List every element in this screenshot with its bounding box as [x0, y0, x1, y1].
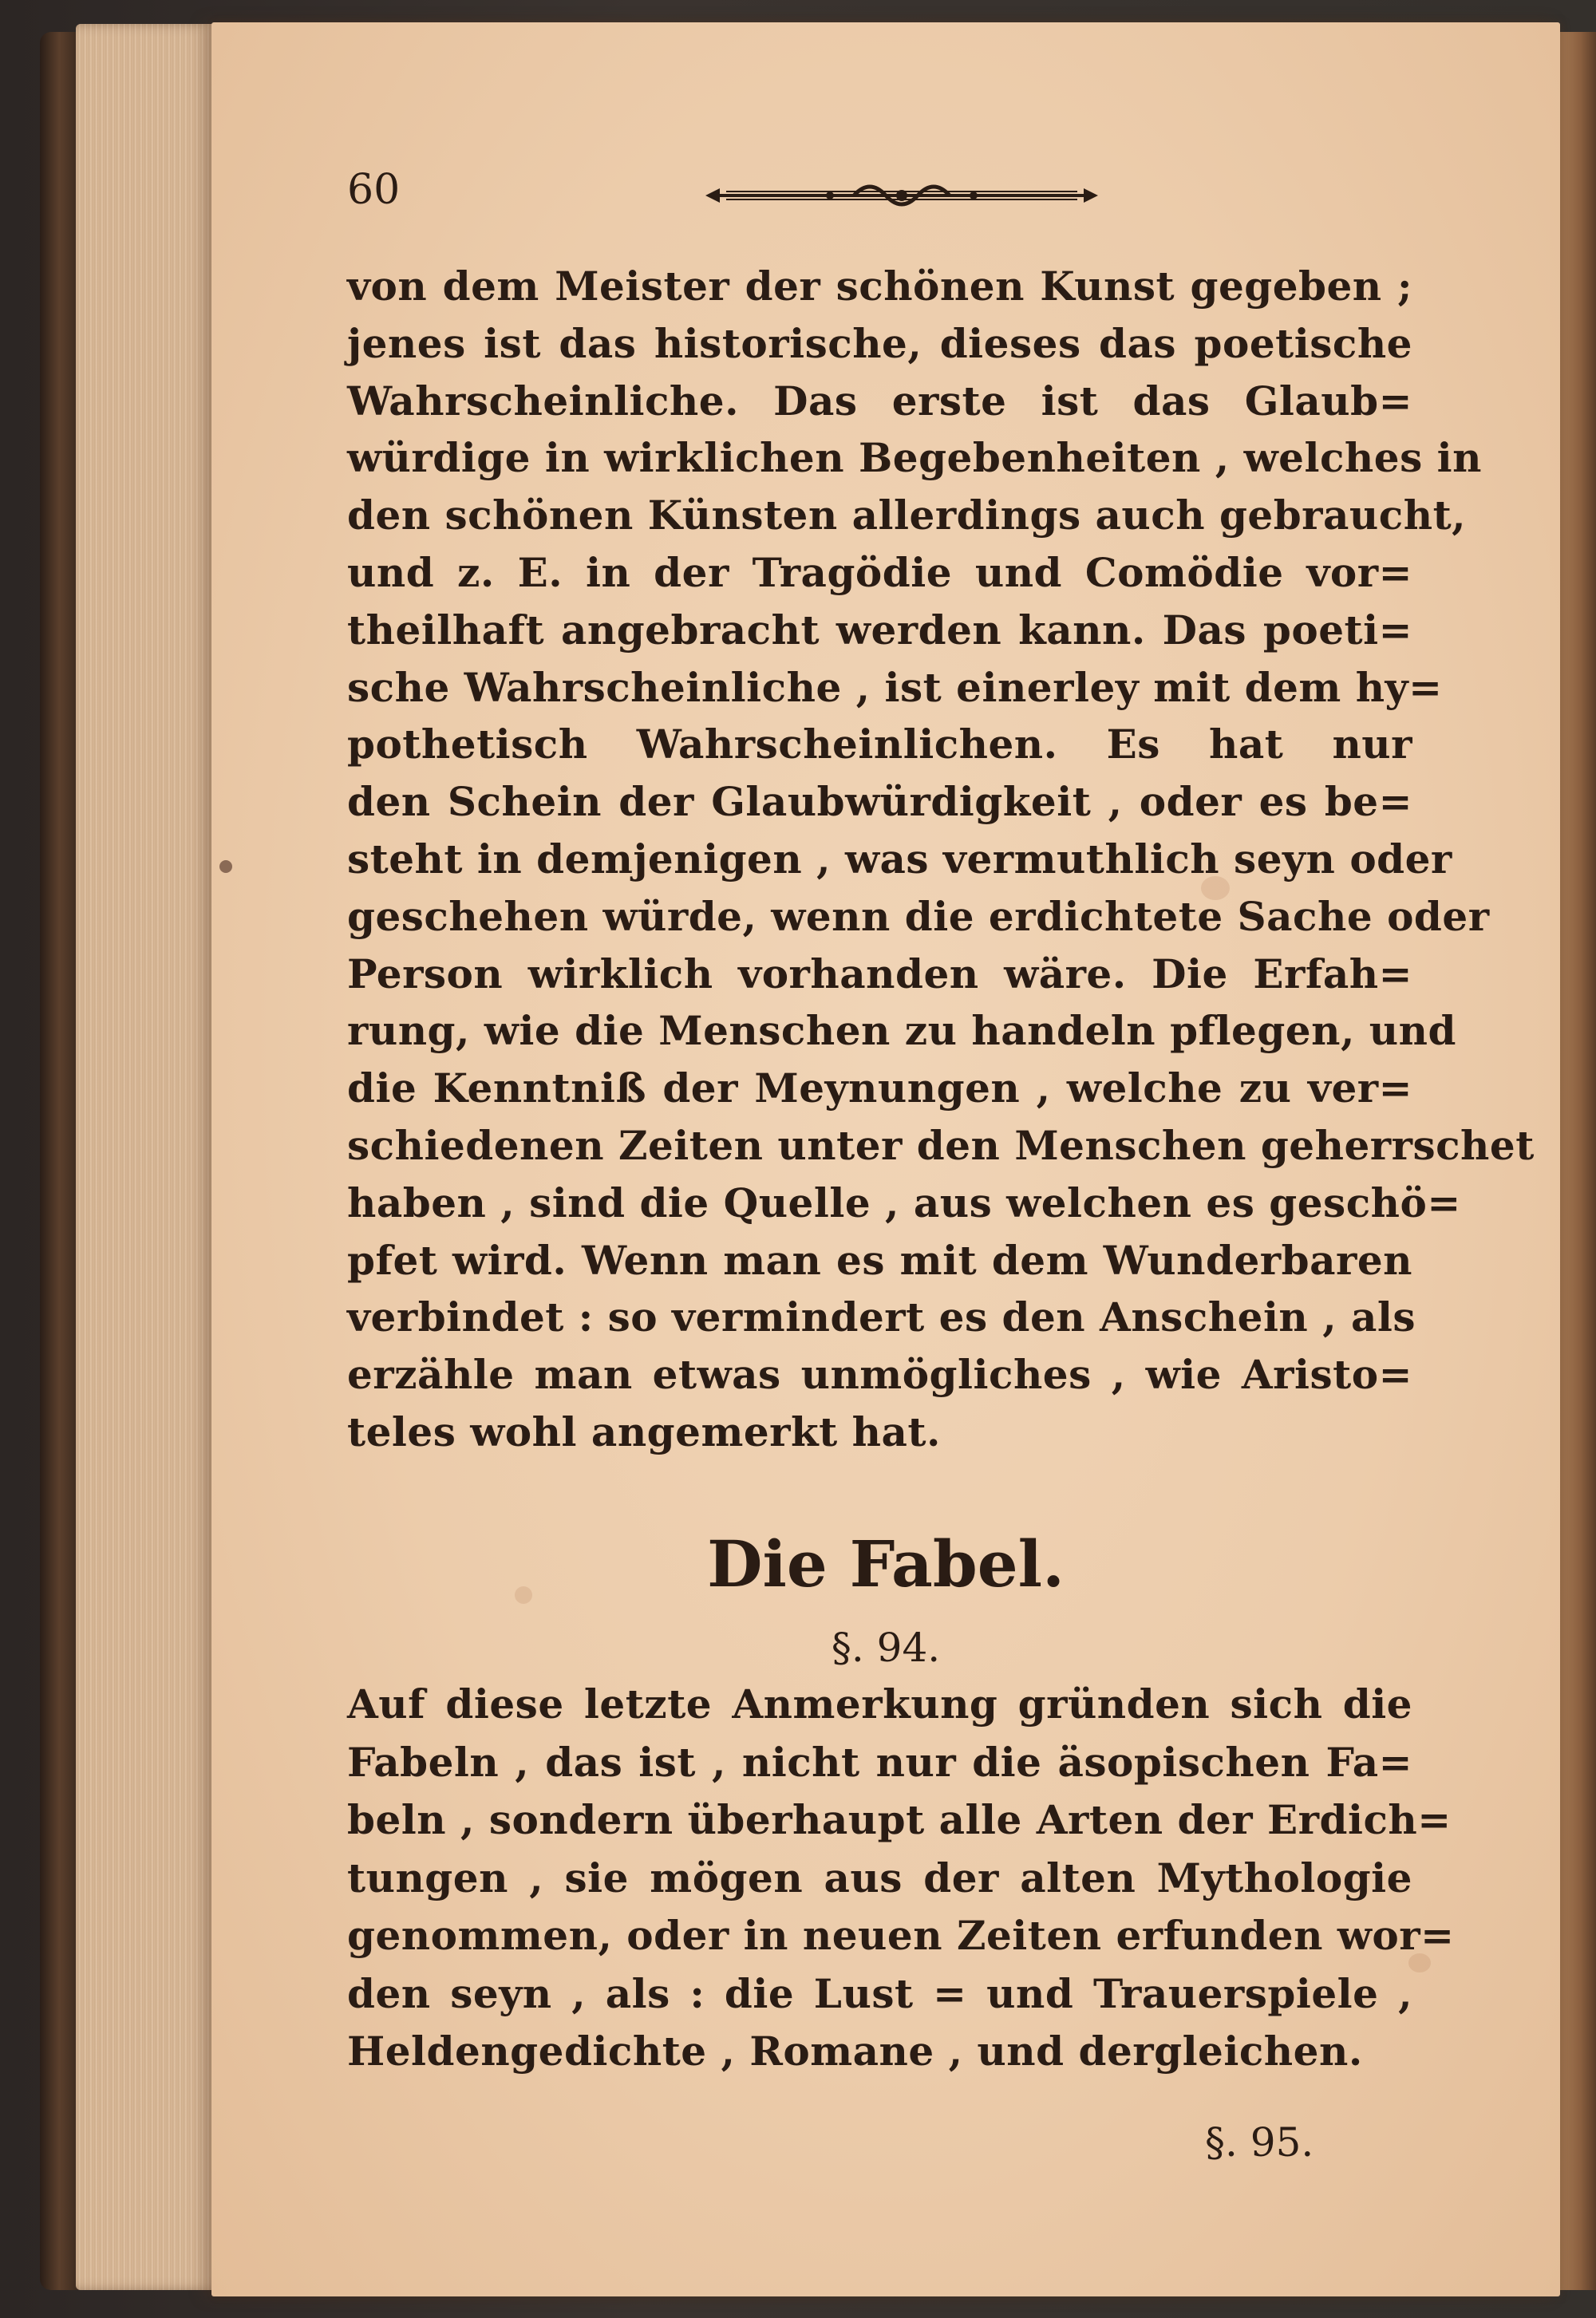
text-line: teles wohl angemerkt hat. — [347, 1408, 941, 1455]
section-heading: Die Fabel. — [707, 1526, 1065, 1601]
text-line: die Kenntniß der Meynungen , welche zu ver= — [347, 1064, 1412, 1112]
text-line: beln , sondern überhaupt alle Arten der Erdich= — [347, 1796, 1452, 1843]
fable-paragraph — [347, 1676, 1455, 2081]
paper-stain — [219, 860, 232, 873]
text-line: erzähle man etwas unmögliches , wie Aristo= — [347, 1351, 1412, 1399]
text-line: pothetisch Wahrscheinlichen. Es hat nur — [347, 721, 1412, 768]
text-line: den Schein der Glaubwürdigkeit , oder es be= — [347, 778, 1412, 826]
text-line: würdige in wirklichen Begebenheiten , welches in — [347, 434, 1482, 482]
ornament-icon — [702, 178, 1101, 211]
text-line: genommen, oder in neuen Zeiten erfunden wor= — [347, 1912, 1455, 1959]
text-line: Fabeln , das ist , nicht nur die äsopischen Fa= — [347, 1738, 1412, 1786]
text-line: rung, wie die Menschen zu handeln pflegen, und — [347, 1007, 1456, 1055]
text-line: haben , sind die Quelle , aus welchen es geschö= — [347, 1179, 1461, 1226]
text-line: sche Wahrscheinliche , ist einerley mit dem hy= — [347, 663, 1443, 711]
main-paragraph — [347, 258, 1535, 1461]
text-line: Wahrscheinliche. Das erste ist das Glaub= — [347, 377, 1412, 425]
text-line: verbindet : so vermindert es den Anschein , als — [347, 1293, 1416, 1341]
catchword: §. 95. — [1205, 2119, 1314, 2166]
text-line: schiedenen Zeiten unter den Menschen geherrschet — [347, 1121, 1535, 1169]
text-line: theilhaft angebracht werden kann. Das poeti= — [347, 606, 1412, 654]
text-line: jenes ist das historische, dieses das poetische — [347, 319, 1412, 367]
text-line: pfet wird. Wenn man es mit dem Wunderbaren — [347, 1236, 1412, 1284]
text-line: und z. E. in der Tragödie und Comödie vor= — [347, 548, 1412, 596]
book-page — [211, 22, 1560, 2296]
text-line: Auf diese letzte Anmerkung gründen sich die — [347, 1680, 1412, 1728]
text-line: von dem Meister der schönen Kunst gegeben ; — [347, 263, 1412, 310]
text-line: geschehen würde, wenn die erdichtete Sache oder — [347, 892, 1490, 940]
page-number: 60 — [347, 166, 401, 214]
text-line: tungen , sie mögen aus der alten Mythologie — [347, 1854, 1412, 1901]
text-line: Person wirklich vorhanden wäre. Die Erfah= — [347, 950, 1412, 997]
text-line: den seyn , als : die Lust = und Trauerspiele , — [347, 1969, 1412, 2017]
text-line: steht in demjenigen , was vermuthlich seyn oder — [347, 835, 1452, 883]
section-number: §. 94. — [831, 1625, 941, 1671]
text-line: Heldengedichte , Romane , und dergleichen. — [347, 2028, 1363, 2075]
text-line: den schönen Künsten allerdings auch gebraucht, — [347, 492, 1467, 539]
